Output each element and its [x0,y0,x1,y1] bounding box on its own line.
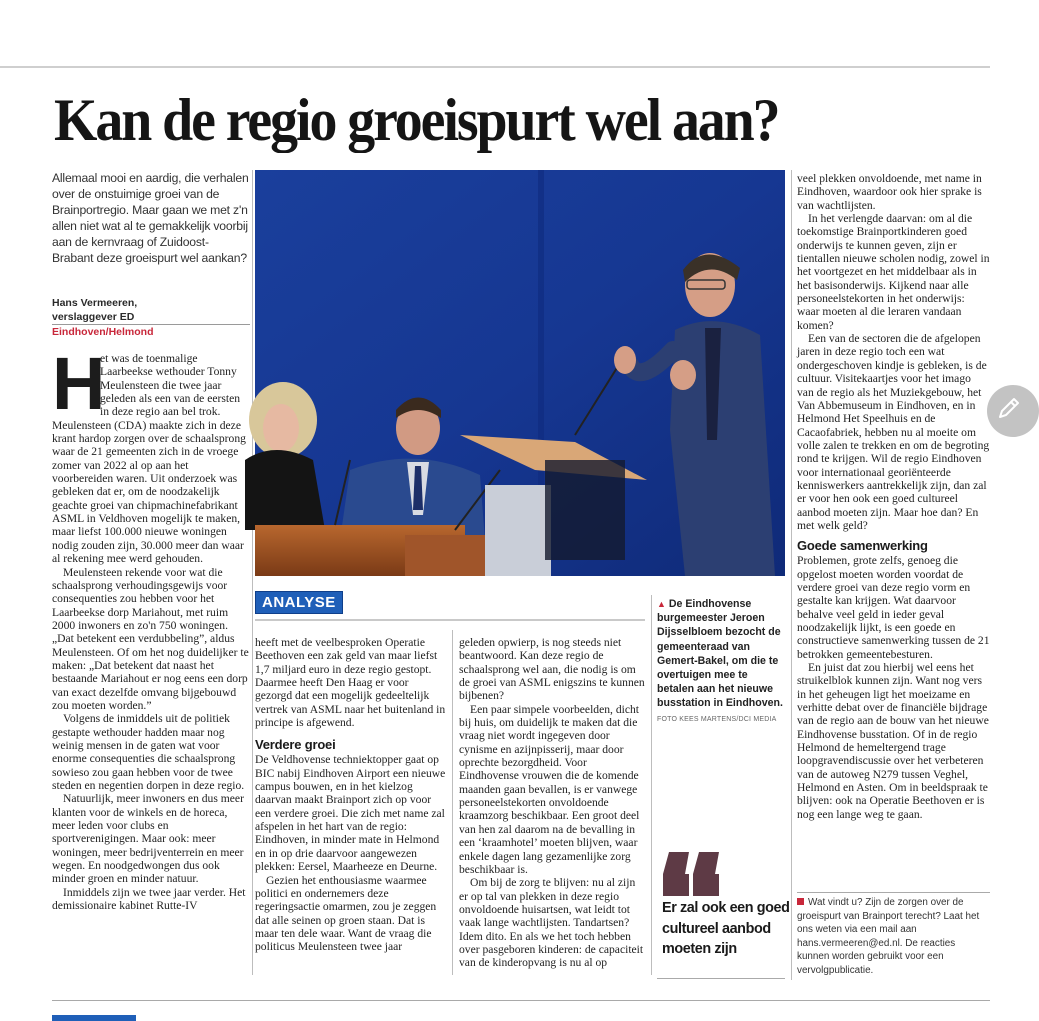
byline-author: Hans Vermeeren, [52,297,138,309]
paragraph: En juist dat zou hierbij wel eens het struikelblok kunnen zijn. Want nog vers in het geheugen ligt het moeizame en verhitte debat over de financiële bijdrage van de regio aan de bouw van het nieuwe Eindhovense busstation. Of in de regio Helmond de hemeltergend trage loopgravendiscussie over het verbeteren van de autoweg N279 tussen Veghel, Helmond en Asten. Om in beeldspraak te blijven: ook na Operatie Beethoven er is nog een lange weg te gaan. [797,661,989,821]
caption-triangle-icon: ▲ [657,599,666,609]
photo-illustration [255,170,785,576]
pull-quote: Er zal ook een goed cultureel aanbod moeten zijn [662,900,790,957]
article-column-3 [459,636,645,970]
lectern-stand [485,485,551,576]
paragraph: geleden opwierp, is nog steeds niet beantwoord. Kan deze regio de schaalsprong wel aan, die nodig is om de groei van ASML enigszins te kunnen bijbenen? [459,636,645,703]
paragraph: veel plekken onvoldoende, met name in Eindhoven, waardoor ook hier sprake is van wachtlijsten. [797,172,982,212]
paragraph: Volgens de inmiddels uit de politiek gestapte wethouder hadden maar nog weinig mensen in de gaten wat voor enorme consequenties die schaalsprong sowieso zou gaan hebben voor de twee steden en negentien dorpen in deze regio. [52,712,245,792]
top-divider [0,66,990,68]
pull-quote-divider [657,978,785,979]
chair [545,460,625,560]
reader-feedback-text: Wat vindt u? Zijn de zorgen over de groeispurt van Brainport terecht? Laat het ons weten via een mail aan hans.vermeeren@ed.nl. De reacties kunnen worden gebruikt voor een vervolgpublicatie. [797,897,980,976]
article-column-1 [52,342,250,913]
column-divider [452,630,453,975]
headline: Kan de regio groeispurt wel aan? [54,87,779,153]
paragraph: Om bij de zorg te blijven: nu al zijn er op tal van plekken in deze regio onvoldoende huisartsen, wat leidt tot vaak lange wachtlijsten. Tandartsen? Idem dito. En als we het toch hebben over pasgeboren kinderen: de capaciteit van de kinderopvang is nu al op [459,876,644,970]
reader-box-divider [797,892,990,893]
byline-role: verslaggever ED [52,310,135,323]
paragraph: Inmiddels zijn we twee jaar verder. Het demissionaire kabinet Rutte-IV [52,885,246,913]
column-divider [791,170,792,980]
paragraph: H et was de toenmalige Laarbeekse wethouder Tonny Meulensteen die twee jaar geleden als een van de eersten in deze regio aan bel trok. Meulensteen (CDA) maakte zich in deze krant hardop zorgen over de schaalsprong waar de 21 gemeenten zich in de vroege zomer van 2022 al op aan het voorbereiden waren. Uit onderzoek was gebleken dat er, om de noodzakelijk geachte groei van chipmachinefabrikant ASML in Veldhoven mogelijk te maken, maar liefst 100.000 nieuwe woningen nodig zouden zijn, 30.000 meer dan waar al rekening mee werd gehouden. [52,342,246,566]
bottom-divider [52,1000,990,1001]
paragraph: heeft met de veelbesproken Operatie Beethoven een zak geld van maar liefst 1,7 miljard euro in deze regio gestopt. Daarmee heeft Den Haag er voor gezorgd dat een mogelijk gedeeltelijk vertrek van ASML naar het buitenland in principe is afgewend. [255,636,446,730]
paragraph: Problemen, grote zelfs, genoeg die opgelost moeten worden voordat de verdere groei van deze regio vorm en gestalte kan krijgen. Wat daarvoor behalve veel geld in ieder geval noodzakelijk lijkt, is een goede en constructieve samenwerking tussen de 21 betrokken gemeentebesturen. [797,554,990,661]
article-photo[interactable] [255,170,785,576]
byline-divider [52,324,250,325]
red-square-icon [797,898,804,905]
dateline-location: Eindhoven/Helmond [52,326,154,338]
paragraph: Een paar simpele voorbeelden, dicht bij huis, om duidelijk te maken dat die vraag niet wordt ingegeven door cynisme en azijnpisserij, maar door oprechte bezorgdheid. Voor Eindhovense vrouwen die de komende maanden gaan bevallen, is er vanwege personeelstekorten onvoldoende kraamzorg beschikbaar. Een groot deel van hen zal daarom na de bevalling in een ‘kraamhotel’ moeten blijven, waar enkele dagen lang gezamenlijke zorg beschikbaar is. [459,702,640,876]
article-intro: Allemaal mooi en aardig, die verhalen over de onstuimige groei van de Brainportregio. Maar gaan we met z'n allen niet wat al te gemakkelijk voorbij aan de kernvraag of Zuidoost-Brabant deze groeispurt wel aankan? [52,171,249,265]
section-divider [255,619,645,621]
paragraph: Een van de sectoren die de afgelopen jaren in deze regio toch een wat ondergeschoven kindje is gebleken, is de cultuur. Visitekaartjes voor het imago van de regio als het Muziekgebouw, het Van Abbemuseum in Eindhoven, en in Helmond Het Speelhuis en de Cacaofabriek, hebben nu al moeite om volle zalen te trekken en om de begroting rond te krijgen. Wil de regio Eindhoven voor internationaal georiënteerde kenniswerkers aantrekkelijk zijn, dan zal er voor hen ook een goed cultureel aanbod moeten zijn. Maar hoe dan? En met welk geld? [797,332,990,532]
photo-credit: FOTO KEES MARTENS/DCI MEDIA [657,715,777,723]
paragraph: In het verlengde daarvan: om al die toekomstige Brainportkinderen goed onderwijs te kunnen geven, zijn er tientallen nieuwe scholen nodig, zowel in het voortgezet en het middelbaar als in het basisonderwijs. Kijkend naar alle personeelstekorten in het onderwijs: waar moeten al die leraren vandaan komen? [797,212,990,332]
paragraph: De Veldhovense techniektopper gaat op BIC nabij Eindhoven Airport een nieuwe campus bouwen, en in het kielzog daarvan maakt Brainport zich op voor een verdere groei. Die zich met name zal afspelen in het hart van de regio: Eindhoven, in minder mate in Helmond en in op drie daarvoor aangewezen plekken: Eersel, Maarheeze en Deurne. [255,753,446,874]
caption-text: De Eindhovense burgemeester Jeroen Dijsselbloem bezocht de gemeenteraad van Gemert-Bakel, om die te overtuigen mee te betalen aan het nieuwe busstation in Eindhoven. [657,598,783,710]
section-tag-analyse: ANALYSE [255,591,343,614]
quote-mark-icon [663,852,723,896]
paragraph: Meulensteen rekende voor wat die schaalsprong verhoudingsgewijs voor consequenties zou hebben voor het Laarbeekse dorp Mariahout, met ruim 2000 inwoners en zo'n 750 woningen. „Dat betekent een verdubbeling”, aldus Meulensteen. Of om het nog duidelijker te maken: „Dat betekent dat naast het bestaande Mariahout er nog eens een dorp van exact dezelfde omvang bijgebouwd zou moeten worden.” [52,565,249,712]
paragraph: Natuurlijk, meer inwoners en dus meer klanten voor de winkels en de horeca, meer leden voor clubs en sportverenigingen. Maar ook: meer woningen, meer bedrijventerrein en meer wegen. En noodgedwongen dus ook minder groen en minder natuur. [52,792,244,886]
subheading: Goede samenwerking [797,538,928,554]
article-column-2 [255,636,448,954]
paragraph: Gezien het enthousiasme waarmee politici en ondernemers deze regeringsactie omarmen, zou je zeggen dat alle seinen op groen staan. Dat is maar ten dele waar. Want de vraag die politicus Meulensteen twee jaar [255,873,437,954]
byline [52,297,248,324]
column-divider [252,170,253,975]
next-section-tag [52,1015,136,1021]
edit-button[interactable] [987,385,1039,437]
photo-caption [657,597,787,727]
reader-feedback-box [797,896,990,978]
column-divider [651,595,652,975]
dropcap: H [52,342,106,425]
article-column-4 [797,172,990,821]
pencil-icon [996,395,1022,421]
subheading: Verdere groei [255,737,336,753]
